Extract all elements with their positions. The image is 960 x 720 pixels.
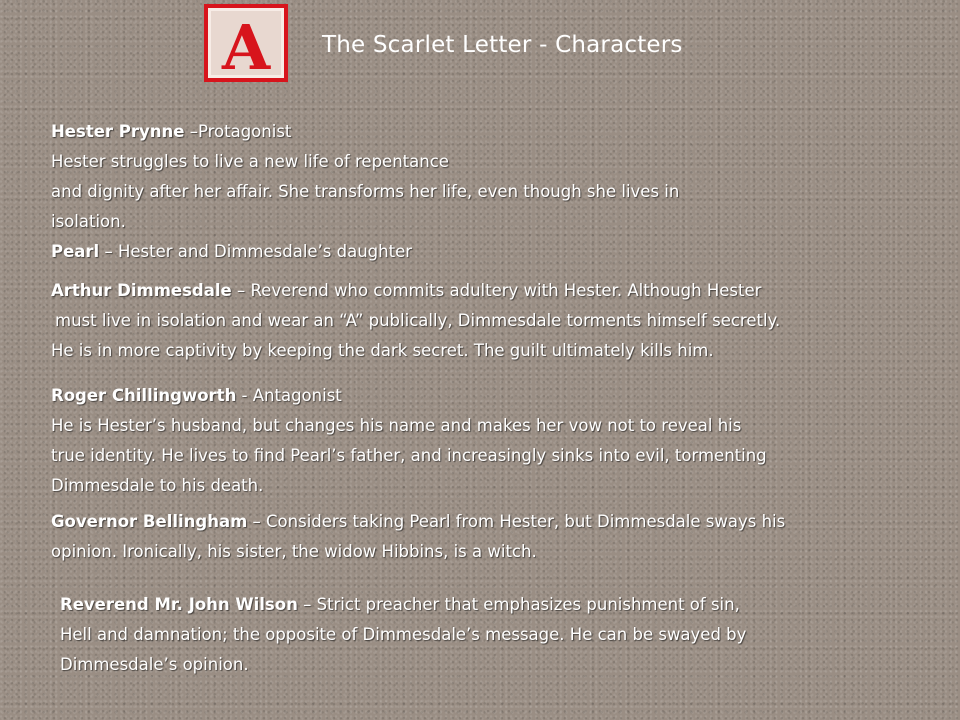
character-name: Governor Bellingham bbox=[51, 512, 248, 531]
description-line: He is Hester’s husband, but changes his name and makes her vow not to reveal his bbox=[51, 416, 742, 435]
arthur-heading bbox=[51, 276, 780, 306]
character-role: –Protagonist bbox=[184, 122, 292, 141]
wilson-heading bbox=[60, 590, 746, 620]
roger-heading bbox=[51, 381, 767, 411]
character-governor bbox=[51, 507, 785, 567]
character-name: Roger Chillingworth bbox=[51, 386, 237, 405]
description-line: Hell and damnation; the opposite of Dimmesdale’s message. He can be swayed by bbox=[60, 625, 747, 644]
description-line: Dimmesdale’s opinion. bbox=[60, 655, 249, 674]
character-name: Reverend Mr. John Wilson bbox=[60, 595, 298, 614]
character-name: Hester Prynne bbox=[51, 122, 185, 141]
description-line: isolation. bbox=[51, 212, 126, 231]
character-name: Arthur Dimmesdale bbox=[51, 281, 232, 300]
description-line: opinion. Ironically, his sister, the widow Hibbins, is a witch. bbox=[51, 542, 537, 561]
description-line: must live in isolation and wear an “A” publically, Dimmesdale torments himself secretly. bbox=[55, 311, 781, 330]
description-line: and dignity after her affair. She transforms her life, even though she lives in bbox=[51, 182, 680, 201]
character-role: - Antagonist bbox=[236, 386, 342, 405]
governor-heading bbox=[51, 507, 785, 537]
character-role: – Hester and Dimmesdale’s daughter bbox=[99, 242, 413, 261]
description-line: Hester struggles to live a new life of repentance bbox=[51, 152, 449, 171]
page-title: The Scarlet Letter - Characters bbox=[322, 32, 683, 58]
character-arthur bbox=[51, 276, 780, 366]
description-line: Dimmesdale to his death. bbox=[51, 476, 264, 495]
character-hester bbox=[51, 117, 679, 237]
character-wilson bbox=[60, 590, 746, 680]
description-line: He is in more captivity by keeping the dark secret. The guilt ultimately kills him. bbox=[51, 341, 714, 360]
description-line: true identity. He lives to find Pearl’s father, and increasingly sinks into evil, tormenting bbox=[51, 446, 767, 465]
description-line: – Considers taking Pearl from Hester, but Dimmesdale sways his bbox=[247, 512, 786, 531]
character-pearl bbox=[51, 237, 412, 267]
scarlet-letter-logo bbox=[203, 3, 289, 83]
pearl-heading bbox=[51, 237, 412, 267]
character-name: Pearl bbox=[51, 242, 100, 261]
logo-letter: A bbox=[221, 11, 271, 83]
hester-heading bbox=[51, 117, 679, 147]
description-line: – Strict preacher that emphasizes punishment of sin, bbox=[297, 595, 740, 614]
character-roger bbox=[51, 381, 767, 501]
description-line: – Reverend who commits adultery with Hester. Although Hester bbox=[231, 281, 762, 300]
